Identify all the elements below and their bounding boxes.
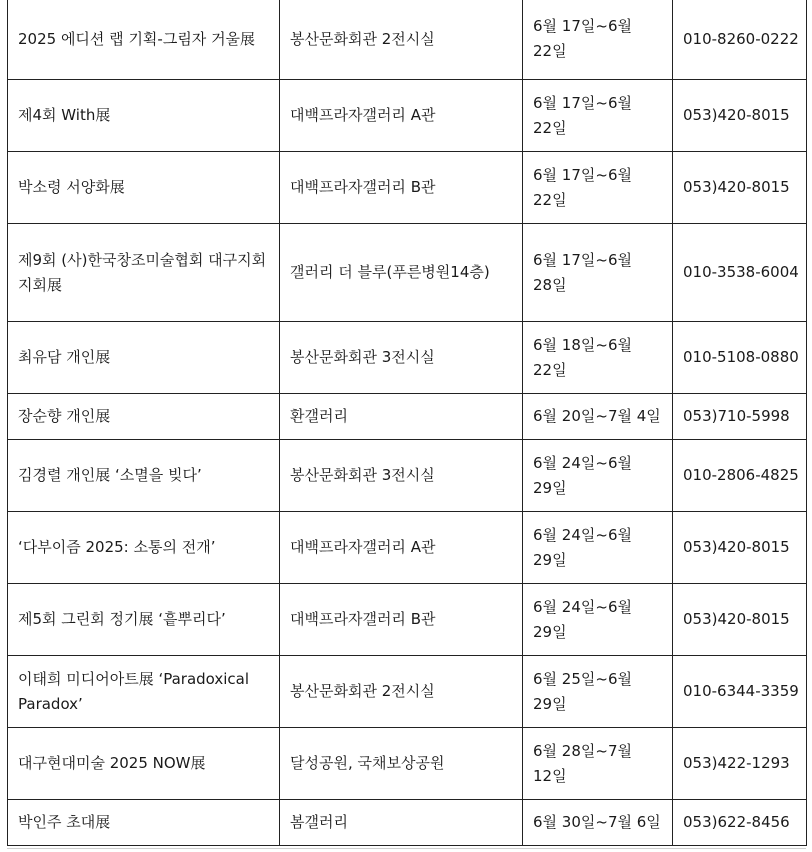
phone-cell: 053)622-8456 [673, 800, 807, 846]
period-cell: 6월 17일~6월 22일 [523, 0, 673, 80]
exhibition-name-cell: 장순향 개인展 [8, 394, 280, 440]
venue-cell: 봉산문화회관 2전시실 [280, 0, 523, 80]
venue-cell: 대백프라자갤러리 B관 [280, 584, 523, 656]
table-row [8, 394, 807, 440]
table-row [8, 0, 807, 80]
period-cell: 6월 30일~7월 6일 [523, 800, 673, 846]
venue-cell: 봉산문화회관 3전시실 [280, 322, 523, 394]
venue-cell: 달성공원, 국채보상공원 [280, 728, 523, 800]
table-row [8, 322, 807, 394]
exhibition-name-cell: 제4회 With展 [8, 80, 280, 152]
period-cell: 6월 24일~6월 29일 [523, 512, 673, 584]
venue-cell: 봉산문화회관 3전시실 [280, 440, 523, 512]
period-cell: 6월 24일~6월 29일 [523, 584, 673, 656]
phone-cell: 053)420-8015 [673, 152, 807, 224]
exhibition-table-body [8, 0, 807, 846]
phone-cell: 010-6344-3359 [673, 656, 807, 728]
table-row [8, 512, 807, 584]
table-row [8, 728, 807, 800]
phone-cell: 010-8260-0222 [673, 0, 807, 80]
exhibition-table [7, 0, 807, 846]
table-row [8, 152, 807, 224]
period-cell: 6월 17일~6월 22일 [523, 152, 673, 224]
phone-cell: 053)710-5998 [673, 394, 807, 440]
venue-cell: 봄갤러리 [280, 800, 523, 846]
venue-cell: 갤러리 더 블루(푸른병원14층) [280, 224, 523, 322]
exhibition-name-cell: 제9회 (사)한국창조미술협회 대구지회 지회展 [8, 224, 280, 322]
table-row [8, 440, 807, 512]
phone-cell: 010-3538-6004 [673, 224, 807, 322]
exhibition-name-cell: 대구현대미술 2025 NOW展 [8, 728, 280, 800]
venue-cell: 대백프라자갤러리 B관 [280, 152, 523, 224]
phone-cell: 010-2806-4825 [673, 440, 807, 512]
table-row [8, 80, 807, 152]
exhibition-name-cell: ‘다부이즘 2025: 소통의 전개’ [8, 512, 280, 584]
venue-cell: 대백프라자갤러리 A관 [280, 512, 523, 584]
period-cell: 6월 20일~7월 4일 [523, 394, 673, 440]
phone-cell: 010-5108-0880 [673, 322, 807, 394]
table-row [8, 656, 807, 728]
venue-cell: 봉산문화회관 2전시실 [280, 656, 523, 728]
exhibition-name-cell: 박소령 서양화展 [8, 152, 280, 224]
exhibition-name-cell: 최유담 개인展 [8, 322, 280, 394]
venue-cell: 대백프라자갤러리 A관 [280, 80, 523, 152]
period-cell: 6월 18일~6월 22일 [523, 322, 673, 394]
table-row [8, 584, 807, 656]
exhibition-name-cell: 김경렬 개인展 ‘소멸을 빚다’ [8, 440, 280, 512]
phone-cell: 053)420-8015 [673, 584, 807, 656]
exhibition-name-cell: 박인주 초대展 [8, 800, 280, 846]
phone-cell: 053)420-8015 [673, 80, 807, 152]
phone-cell: 053)420-8015 [673, 512, 807, 584]
table-row [8, 224, 807, 322]
phone-cell: 053)422-1293 [673, 728, 807, 800]
period-cell: 6월 24일~6월 29일 [523, 440, 673, 512]
exhibition-name-cell: 2025 에디션 랩 기획-그림자 거울展 [8, 0, 280, 80]
period-cell: 6월 17일~6월 22일 [523, 80, 673, 152]
table-bottom-divider [7, 848, 806, 849]
exhibition-name-cell: 이태희 미디어아트展 ‘Paradoxical Paradox’ [8, 656, 280, 728]
period-cell: 6월 17일~6월 28일 [523, 224, 673, 322]
exhibition-name-cell: 제5회 그린회 정기展 ‘흩뿌리다’ [8, 584, 280, 656]
period-cell: 6월 28일~7월 12일 [523, 728, 673, 800]
period-cell: 6월 25일~6월 29일 [523, 656, 673, 728]
venue-cell: 환갤러리 [280, 394, 523, 440]
table-row [8, 800, 807, 846]
